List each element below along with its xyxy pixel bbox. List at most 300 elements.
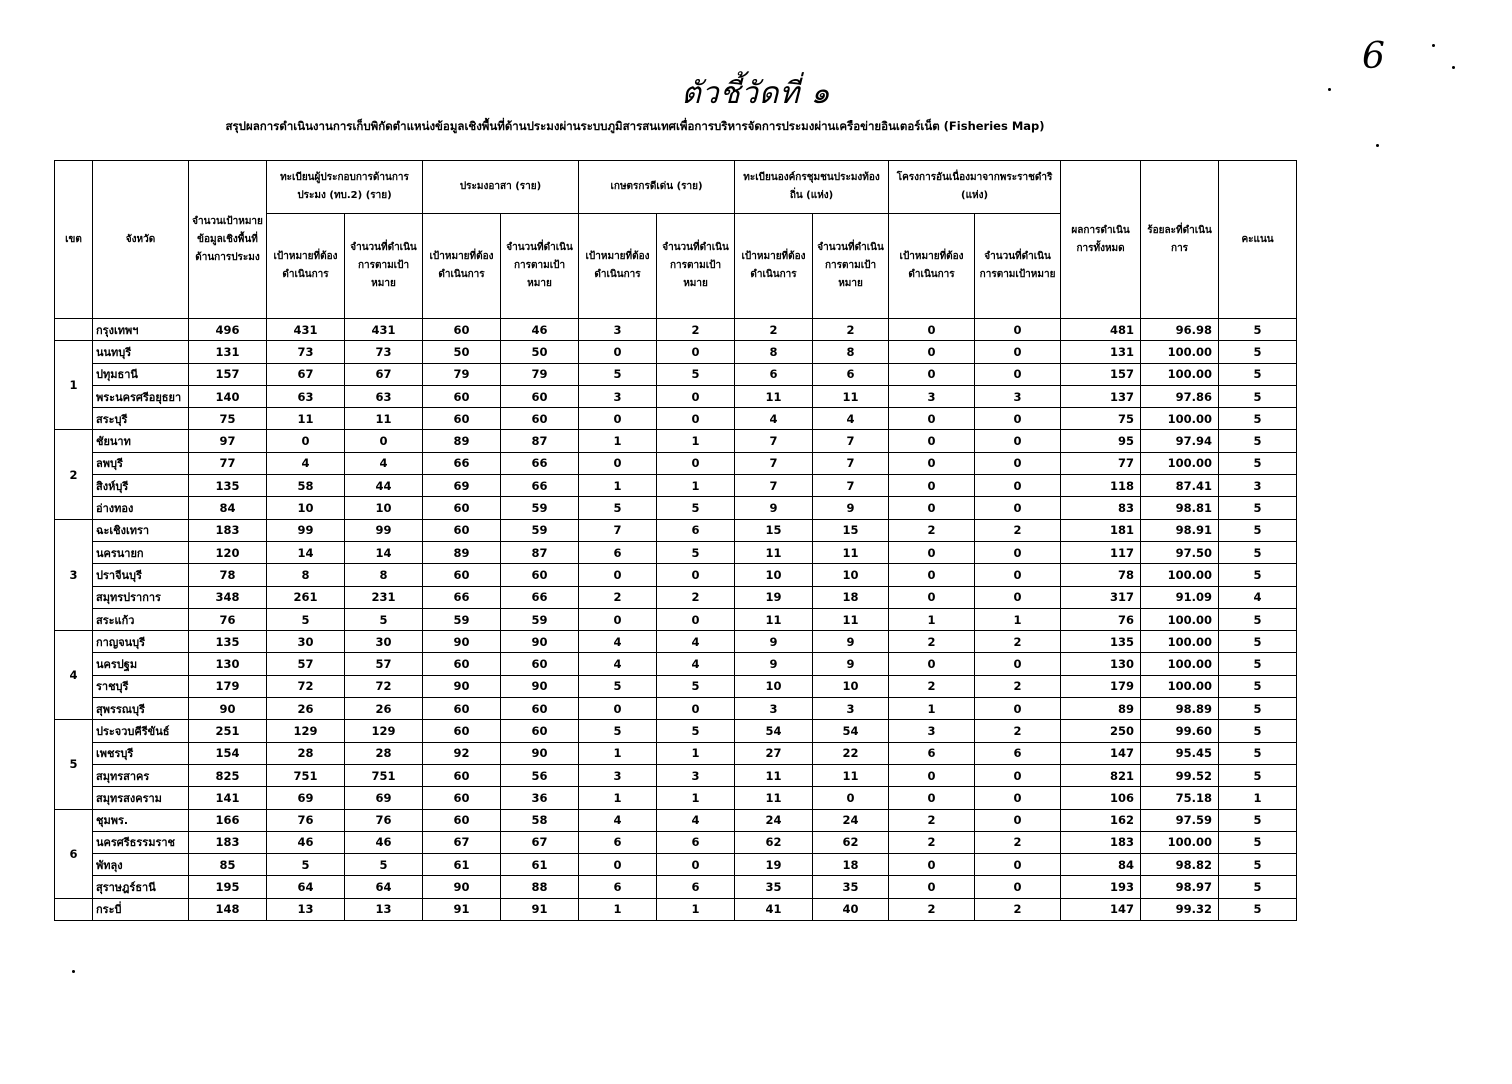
value-cell: 60 bbox=[423, 319, 501, 341]
value-cell: 8 bbox=[813, 341, 889, 363]
value-cell: 0 bbox=[657, 341, 735, 363]
value-cell: 4 bbox=[579, 809, 657, 831]
value-cell: 84 bbox=[189, 497, 267, 519]
value-cell: 183 bbox=[189, 519, 267, 541]
value-cell: 1 bbox=[579, 787, 657, 809]
value-cell: 0 bbox=[889, 854, 975, 876]
province-cell: สุพรรณบุรี bbox=[93, 698, 189, 720]
value-cell: 28 bbox=[345, 742, 423, 764]
value-cell: 64 bbox=[345, 876, 423, 898]
value-cell: 0 bbox=[975, 698, 1061, 720]
value-cell: 0 bbox=[889, 787, 975, 809]
value-cell: 117 bbox=[1061, 541, 1141, 563]
value-cell: 66 bbox=[423, 452, 501, 474]
value-cell: 0 bbox=[889, 586, 975, 608]
value-cell: 251 bbox=[189, 720, 267, 742]
value-cell: 821 bbox=[1061, 764, 1141, 786]
value-cell: 1 bbox=[889, 608, 975, 630]
value-cell: 15 bbox=[813, 519, 889, 541]
value-cell: 4 bbox=[345, 452, 423, 474]
province-cell: สมุทรสงคราม bbox=[93, 787, 189, 809]
fisheries-map-table bbox=[54, 160, 1297, 921]
value-cell: 0 bbox=[267, 430, 345, 452]
value-cell: 5 bbox=[1219, 675, 1297, 697]
value-cell: 60 bbox=[423, 408, 501, 430]
value-cell: 95.45 bbox=[1141, 742, 1219, 764]
value-cell: 106 bbox=[1061, 787, 1141, 809]
value-cell: 0 bbox=[975, 497, 1061, 519]
value-cell: 98.97 bbox=[1141, 876, 1219, 898]
value-cell: 5 bbox=[1219, 497, 1297, 519]
table-row bbox=[55, 586, 1297, 608]
value-cell: 0 bbox=[975, 809, 1061, 831]
value-cell: 4 bbox=[267, 452, 345, 474]
value-cell: 7 bbox=[813, 452, 889, 474]
value-cell: 2 bbox=[975, 898, 1061, 920]
table-row bbox=[55, 631, 1297, 653]
value-cell: 1 bbox=[579, 742, 657, 764]
value-cell: 99 bbox=[345, 519, 423, 541]
value-cell: 79 bbox=[501, 363, 579, 385]
value-cell: 0 bbox=[889, 564, 975, 586]
value-cell: 11 bbox=[735, 608, 813, 630]
value-cell: 77 bbox=[1061, 452, 1141, 474]
zone-cell bbox=[55, 898, 93, 920]
value-cell: 99 bbox=[267, 519, 345, 541]
value-cell: 3 bbox=[889, 720, 975, 742]
value-cell: 2 bbox=[657, 586, 735, 608]
table-row bbox=[55, 854, 1297, 876]
value-cell: 3 bbox=[579, 319, 657, 341]
table-row bbox=[55, 541, 1297, 563]
value-cell: 261 bbox=[267, 586, 345, 608]
value-cell: 30 bbox=[267, 631, 345, 653]
value-cell: 100.00 bbox=[1141, 653, 1219, 675]
value-cell: 0 bbox=[975, 319, 1061, 341]
value-cell: 60 bbox=[501, 698, 579, 720]
value-cell: 60 bbox=[423, 653, 501, 675]
province-cell: สระบุรี bbox=[93, 408, 189, 430]
value-cell: 28 bbox=[267, 742, 345, 764]
value-cell: 11 bbox=[735, 764, 813, 786]
value-cell: 1 bbox=[657, 898, 735, 920]
value-cell: 5 bbox=[1219, 608, 1297, 630]
value-cell: 2 bbox=[889, 631, 975, 653]
value-cell: 2 bbox=[975, 519, 1061, 541]
value-cell: 75 bbox=[1061, 408, 1141, 430]
value-cell: 751 bbox=[267, 764, 345, 786]
value-cell: 98.89 bbox=[1141, 698, 1219, 720]
value-cell: 3 bbox=[813, 698, 889, 720]
value-cell: 90 bbox=[501, 631, 579, 653]
header-province: จังหวัด bbox=[93, 161, 189, 319]
value-cell: 99.32 bbox=[1141, 898, 1219, 920]
zone-cell: 4 bbox=[55, 631, 93, 720]
value-cell: 76 bbox=[267, 809, 345, 831]
page-subtitle: สรุปผลการดำเนินงานการเก็บพิกัดตำแหน่งข้อมูลเชิงพื้นที่ด้านประมงผ่านระบบภูมิสารสนเทศเพื่อการบริหารจัดการประมงผ่านเครือข่ายอินเตอร์เน็ต (Fisheries Map) bbox=[225, 119, 1045, 133]
header-score: คะแนน bbox=[1219, 161, 1297, 319]
value-cell: 75.18 bbox=[1141, 787, 1219, 809]
value-cell: 0 bbox=[975, 430, 1061, 452]
value-cell: 26 bbox=[267, 698, 345, 720]
value-cell: 89 bbox=[423, 430, 501, 452]
value-cell: 60 bbox=[423, 787, 501, 809]
value-cell: 18 bbox=[813, 854, 889, 876]
zone-cell: 6 bbox=[55, 809, 93, 898]
header-done: จำนวนที่ดำเนินการตามเป้าหมาย bbox=[975, 214, 1061, 319]
value-cell: 87 bbox=[501, 430, 579, 452]
value-cell: 3 bbox=[1219, 475, 1297, 497]
value-cell: 5 bbox=[1219, 564, 1297, 586]
value-cell: 97.86 bbox=[1141, 385, 1219, 407]
value-cell: 92 bbox=[423, 742, 501, 764]
value-cell: 2 bbox=[975, 675, 1061, 697]
value-cell: 4 bbox=[735, 408, 813, 430]
value-cell: 129 bbox=[345, 720, 423, 742]
value-cell: 3 bbox=[579, 764, 657, 786]
value-cell: 91.09 bbox=[1141, 586, 1219, 608]
value-cell: 5 bbox=[579, 720, 657, 742]
value-cell: 131 bbox=[1061, 341, 1141, 363]
value-cell: 60 bbox=[501, 385, 579, 407]
header-target: เป้าหมายที่ต้องดำเนินการ bbox=[423, 214, 501, 319]
province-cell: นครนายก bbox=[93, 541, 189, 563]
header-target: เป้าหมายที่ต้องดำเนินการ bbox=[735, 214, 813, 319]
value-cell: 54 bbox=[735, 720, 813, 742]
value-cell: 0 bbox=[889, 341, 975, 363]
value-cell: 57 bbox=[345, 653, 423, 675]
value-cell: 19 bbox=[735, 854, 813, 876]
value-cell: 26 bbox=[345, 698, 423, 720]
value-cell: 0 bbox=[657, 698, 735, 720]
value-cell: 6 bbox=[579, 876, 657, 898]
value-cell: 5 bbox=[267, 608, 345, 630]
value-cell: 66 bbox=[501, 586, 579, 608]
table-row bbox=[55, 608, 1297, 630]
value-cell: 5 bbox=[1219, 363, 1297, 385]
value-cell: 7 bbox=[735, 430, 813, 452]
value-cell: 9 bbox=[735, 497, 813, 519]
value-cell: 481 bbox=[1061, 319, 1141, 341]
value-cell: 30 bbox=[345, 631, 423, 653]
value-cell: 87 bbox=[501, 541, 579, 563]
province-cell: เพชรบุรี bbox=[93, 742, 189, 764]
value-cell: 5 bbox=[1219, 831, 1297, 853]
value-cell: 317 bbox=[1061, 586, 1141, 608]
value-cell: 147 bbox=[1061, 898, 1141, 920]
value-cell: 2 bbox=[889, 675, 975, 697]
value-cell: 60 bbox=[423, 385, 501, 407]
value-cell: 5 bbox=[1219, 408, 1297, 430]
table-row bbox=[55, 898, 1297, 920]
value-cell: 60 bbox=[423, 698, 501, 720]
value-cell: 0 bbox=[889, 876, 975, 898]
value-cell: 62 bbox=[735, 831, 813, 853]
value-cell: 166 bbox=[189, 809, 267, 831]
value-cell: 83 bbox=[1061, 497, 1141, 519]
value-cell: 5 bbox=[1219, 653, 1297, 675]
value-cell: 5 bbox=[267, 854, 345, 876]
value-cell: 89 bbox=[1061, 698, 1141, 720]
value-cell: 0 bbox=[975, 787, 1061, 809]
value-cell: 9 bbox=[813, 631, 889, 653]
value-cell: 4 bbox=[1219, 586, 1297, 608]
value-cell: 5 bbox=[579, 363, 657, 385]
value-cell: 50 bbox=[423, 341, 501, 363]
speck bbox=[1376, 144, 1379, 147]
value-cell: 5 bbox=[657, 720, 735, 742]
table-row bbox=[55, 385, 1297, 407]
value-cell: 0 bbox=[889, 363, 975, 385]
value-cell: 193 bbox=[1061, 876, 1141, 898]
value-cell: 60 bbox=[423, 497, 501, 519]
value-cell: 46 bbox=[267, 831, 345, 853]
value-cell: 0 bbox=[889, 408, 975, 430]
value-cell: 5 bbox=[1219, 854, 1297, 876]
value-cell: 5 bbox=[1219, 898, 1297, 920]
value-cell: 157 bbox=[189, 363, 267, 385]
value-cell: 97.50 bbox=[1141, 541, 1219, 563]
table-row bbox=[55, 787, 1297, 809]
value-cell: 0 bbox=[657, 385, 735, 407]
value-cell: 825 bbox=[189, 764, 267, 786]
value-cell: 0 bbox=[889, 653, 975, 675]
province-cell: กรุงเทพฯ bbox=[93, 319, 189, 341]
value-cell: 67 bbox=[267, 363, 345, 385]
zone-cell: 2 bbox=[55, 430, 93, 519]
value-cell: 35 bbox=[735, 876, 813, 898]
value-cell: 60 bbox=[423, 519, 501, 541]
value-cell: 0 bbox=[975, 653, 1061, 675]
value-cell: 40 bbox=[813, 898, 889, 920]
page-number: 6 bbox=[1362, 36, 1385, 77]
value-cell: 13 bbox=[267, 898, 345, 920]
value-cell: 147 bbox=[1061, 742, 1141, 764]
province-cell: ลพบุรี bbox=[93, 452, 189, 474]
value-cell: 89 bbox=[423, 541, 501, 563]
speck bbox=[1432, 44, 1435, 47]
value-cell: 5 bbox=[657, 363, 735, 385]
province-cell: อ่างทอง bbox=[93, 497, 189, 519]
value-cell: 76 bbox=[345, 809, 423, 831]
value-cell: 44 bbox=[345, 475, 423, 497]
value-cell: 1 bbox=[657, 475, 735, 497]
zone-cell bbox=[55, 319, 93, 341]
value-cell: 0 bbox=[975, 475, 1061, 497]
value-cell: 1 bbox=[975, 608, 1061, 630]
value-cell: 148 bbox=[189, 898, 267, 920]
header-group-royal-projects: โครงการอันเนื่องมาจากพระราชดำริ (แห่ง) bbox=[889, 161, 1061, 214]
value-cell: 0 bbox=[889, 764, 975, 786]
value-cell: 1 bbox=[657, 742, 735, 764]
value-cell: 41 bbox=[735, 898, 813, 920]
value-cell: 13 bbox=[345, 898, 423, 920]
table-row bbox=[55, 497, 1297, 519]
value-cell: 72 bbox=[267, 675, 345, 697]
table-row bbox=[55, 341, 1297, 363]
value-cell: 3 bbox=[579, 385, 657, 407]
value-cell: 0 bbox=[889, 541, 975, 563]
province-cell: พระนครศรีอยุธยา bbox=[93, 385, 189, 407]
value-cell: 10 bbox=[813, 675, 889, 697]
header-zone: เขต bbox=[55, 161, 93, 319]
value-cell: 73 bbox=[345, 341, 423, 363]
value-cell: 11 bbox=[735, 541, 813, 563]
value-cell: 11 bbox=[813, 385, 889, 407]
value-cell: 11 bbox=[813, 764, 889, 786]
value-cell: 6 bbox=[813, 363, 889, 385]
value-cell: 179 bbox=[189, 675, 267, 697]
value-cell: 62 bbox=[813, 831, 889, 853]
value-cell: 195 bbox=[189, 876, 267, 898]
value-cell: 60 bbox=[501, 653, 579, 675]
value-cell: 11 bbox=[813, 541, 889, 563]
value-cell: 7 bbox=[813, 430, 889, 452]
value-cell: 1 bbox=[579, 475, 657, 497]
zone-cell: 1 bbox=[55, 341, 93, 430]
value-cell: 5 bbox=[1219, 341, 1297, 363]
speck bbox=[1452, 66, 1455, 69]
header-done: จำนวนที่ดำเนินการตามเป้าหมาย bbox=[345, 214, 423, 319]
value-cell: 66 bbox=[423, 586, 501, 608]
value-cell: 0 bbox=[657, 452, 735, 474]
table-row bbox=[55, 809, 1297, 831]
table-row bbox=[55, 742, 1297, 764]
value-cell: 4 bbox=[657, 631, 735, 653]
value-cell: 129 bbox=[267, 720, 345, 742]
zone-cell: 3 bbox=[55, 519, 93, 630]
value-cell: 7 bbox=[579, 519, 657, 541]
value-cell: 58 bbox=[501, 809, 579, 831]
value-cell: 77 bbox=[189, 452, 267, 474]
value-cell: 10 bbox=[735, 564, 813, 586]
value-cell: 2 bbox=[813, 319, 889, 341]
header-result-total: ผลการดำเนินการทั้งหมด bbox=[1061, 161, 1141, 319]
value-cell: 69 bbox=[423, 475, 501, 497]
value-cell: 11 bbox=[345, 408, 423, 430]
value-cell: 8 bbox=[267, 564, 345, 586]
province-cell: ปราจีนบุรี bbox=[93, 564, 189, 586]
value-cell: 3 bbox=[975, 385, 1061, 407]
value-cell: 35 bbox=[813, 876, 889, 898]
province-cell: กระบี่ bbox=[93, 898, 189, 920]
value-cell: 67 bbox=[423, 831, 501, 853]
table-body bbox=[55, 319, 1297, 921]
value-cell: 137 bbox=[1061, 385, 1141, 407]
table-row bbox=[55, 319, 1297, 341]
value-cell: 76 bbox=[189, 608, 267, 630]
value-cell: 91 bbox=[501, 898, 579, 920]
value-cell: 5 bbox=[1219, 876, 1297, 898]
value-cell: 5 bbox=[1219, 764, 1297, 786]
value-cell: 5 bbox=[657, 541, 735, 563]
value-cell: 64 bbox=[267, 876, 345, 898]
value-cell: 18 bbox=[813, 586, 889, 608]
value-cell: 11 bbox=[813, 608, 889, 630]
value-cell: 5 bbox=[579, 675, 657, 697]
value-cell: 0 bbox=[889, 452, 975, 474]
value-cell: 0 bbox=[975, 341, 1061, 363]
value-cell: 60 bbox=[501, 564, 579, 586]
value-cell: 100.00 bbox=[1141, 608, 1219, 630]
value-cell: 2 bbox=[657, 319, 735, 341]
value-cell: 135 bbox=[1061, 631, 1141, 653]
value-cell: 130 bbox=[1061, 653, 1141, 675]
value-cell: 4 bbox=[657, 653, 735, 675]
value-cell: 69 bbox=[345, 787, 423, 809]
table-row bbox=[55, 408, 1297, 430]
value-cell: 0 bbox=[975, 876, 1061, 898]
table-row bbox=[55, 831, 1297, 853]
value-cell: 179 bbox=[1061, 675, 1141, 697]
value-cell: 131 bbox=[189, 341, 267, 363]
province-cell: สมุทรสาคร bbox=[93, 764, 189, 786]
value-cell: 0 bbox=[975, 408, 1061, 430]
value-cell: 11 bbox=[735, 787, 813, 809]
value-cell: 9 bbox=[813, 653, 889, 675]
value-cell: 6 bbox=[657, 519, 735, 541]
value-cell: 0 bbox=[975, 854, 1061, 876]
value-cell: 60 bbox=[423, 564, 501, 586]
value-cell: 5 bbox=[1219, 519, 1297, 541]
value-cell: 67 bbox=[501, 831, 579, 853]
value-cell: 67 bbox=[345, 363, 423, 385]
value-cell: 431 bbox=[345, 319, 423, 341]
value-cell: 5 bbox=[579, 497, 657, 519]
value-cell: 140 bbox=[189, 385, 267, 407]
value-cell: 63 bbox=[345, 385, 423, 407]
header-target: เป้าหมายที่ต้องดำเนินการ bbox=[579, 214, 657, 319]
value-cell: 7 bbox=[735, 475, 813, 497]
value-cell: 100.00 bbox=[1141, 341, 1219, 363]
value-cell: 0 bbox=[579, 608, 657, 630]
table-row bbox=[55, 764, 1297, 786]
zone-cell: 5 bbox=[55, 720, 93, 809]
value-cell: 162 bbox=[1061, 809, 1141, 831]
value-cell: 431 bbox=[267, 319, 345, 341]
value-cell: 0 bbox=[975, 564, 1061, 586]
header-target: เป้าหมายที่ต้องดำเนินการ bbox=[889, 214, 975, 319]
value-cell: 59 bbox=[501, 497, 579, 519]
value-cell: 3 bbox=[889, 385, 975, 407]
value-cell: 0 bbox=[657, 608, 735, 630]
value-cell: 0 bbox=[345, 430, 423, 452]
header-done: จำนวนที่ดำเนินการตามเป้าหมาย bbox=[657, 214, 735, 319]
value-cell: 2 bbox=[889, 519, 975, 541]
value-cell: 78 bbox=[189, 564, 267, 586]
header-group-farmers: เกษตรกรดีเด่น (ราย) bbox=[579, 161, 735, 214]
speck bbox=[72, 970, 75, 973]
value-cell: 60 bbox=[423, 764, 501, 786]
value-cell: 59 bbox=[501, 608, 579, 630]
value-cell: 90 bbox=[501, 742, 579, 764]
value-cell: 2 bbox=[975, 831, 1061, 853]
value-cell: 27 bbox=[735, 742, 813, 764]
value-cell: 6 bbox=[889, 742, 975, 764]
value-cell: 7 bbox=[735, 452, 813, 474]
value-cell: 0 bbox=[579, 452, 657, 474]
header-percent: ร้อยละที่ดำเนินการ bbox=[1141, 161, 1219, 319]
value-cell: 10 bbox=[735, 675, 813, 697]
value-cell: 19 bbox=[735, 586, 813, 608]
value-cell: 2 bbox=[889, 809, 975, 831]
value-cell: 0 bbox=[975, 363, 1061, 385]
value-cell: 118 bbox=[1061, 475, 1141, 497]
value-cell: 0 bbox=[889, 430, 975, 452]
value-cell: 4 bbox=[813, 408, 889, 430]
value-cell: 72 bbox=[345, 675, 423, 697]
value-cell: 3 bbox=[735, 698, 813, 720]
